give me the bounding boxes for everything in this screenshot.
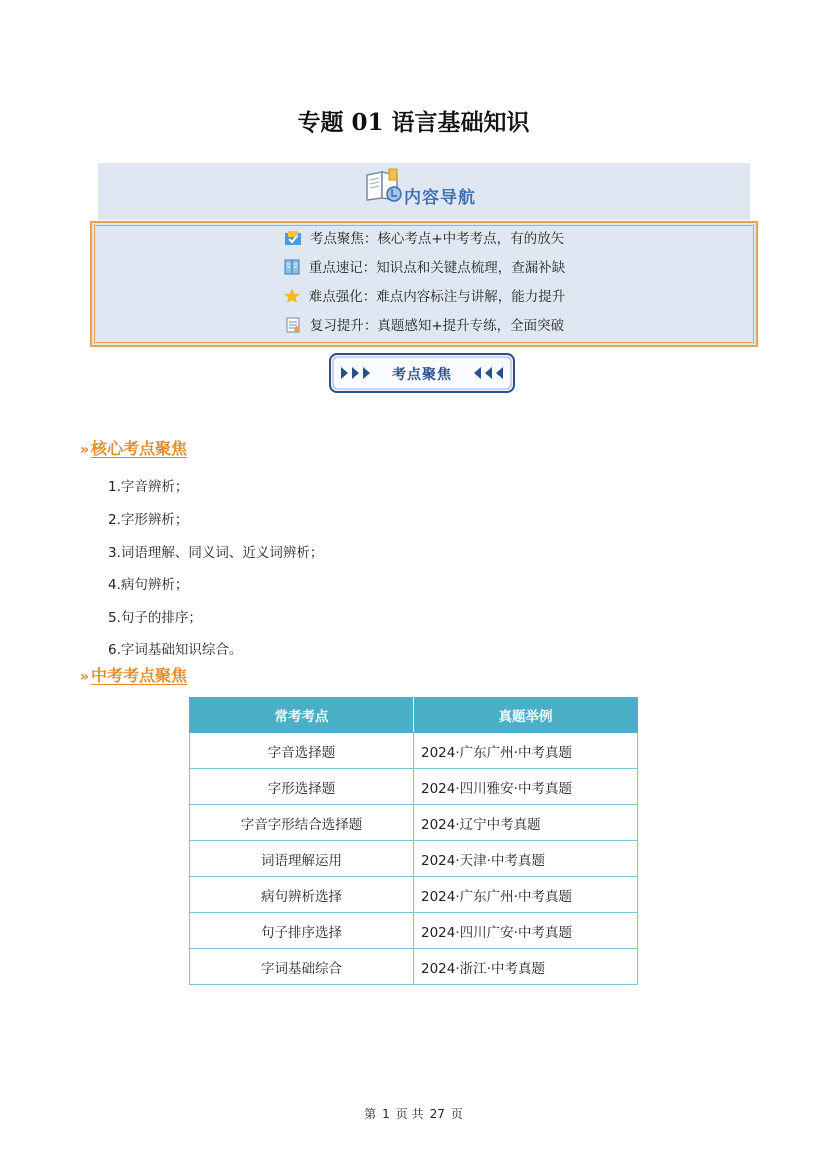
list-item: 3.词语理解、同义词、近义词辨析； bbox=[108, 545, 324, 561]
nav-item-text: 复习提升：真题感知+提升专练，全面突破 bbox=[309, 318, 565, 334]
table-row bbox=[190, 949, 638, 985]
book-check-icon bbox=[284, 230, 302, 246]
column-header: 真题举例 bbox=[414, 698, 638, 733]
star-icon bbox=[283, 288, 301, 304]
exam-point-cell: 字词基础综合 bbox=[190, 949, 414, 985]
exam-example-cell: 2024·辽宁中考真题 bbox=[414, 805, 638, 841]
column-header: 常考考点 bbox=[190, 698, 414, 733]
table-row bbox=[190, 913, 638, 949]
table-row bbox=[190, 733, 638, 769]
content-nav-list bbox=[90, 221, 758, 347]
table-header-row bbox=[190, 698, 638, 733]
nav-item-review bbox=[92, 314, 756, 334]
nav-item-difficulty bbox=[92, 285, 756, 305]
exam-point-cell: 字音字形结合选择题 bbox=[190, 805, 414, 841]
content-nav-header bbox=[98, 163, 750, 220]
section-heading-exam: » 中考考点聚焦 bbox=[80, 666, 188, 685]
exam-example-cell: 2024·广东广州·中考真题 bbox=[414, 877, 638, 913]
exam-example-cell: 2024·浙江·中考真题 bbox=[414, 949, 638, 985]
exam-example-cell: 2024·广东广州·中考真题 bbox=[414, 733, 638, 769]
double-chevron-icon: » bbox=[80, 669, 90, 685]
current-page-number: 1 bbox=[382, 1107, 390, 1121]
nav-item-focus bbox=[92, 227, 756, 247]
table-row bbox=[190, 877, 638, 913]
exam-point-cell: 词语理解运用 bbox=[190, 841, 414, 877]
list-item: 5.句子的排序； bbox=[108, 610, 202, 626]
total-page-count: 27 bbox=[429, 1107, 445, 1121]
nav-item-text: 重点速记：知识点和关键点梳理，查漏补缺 bbox=[308, 260, 566, 276]
list-item: 6.字词基础知识综合。 bbox=[108, 642, 243, 658]
exam-points-table bbox=[189, 697, 638, 985]
notebook-icon bbox=[283, 259, 301, 275]
exam-example-cell: 2024·天津·中考真题 bbox=[414, 841, 638, 877]
page-footer: 第 1 页 共 27 页 bbox=[364, 1107, 463, 1121]
nav-item-text: 难点强化：难点内容标注与讲解，能力提升 bbox=[308, 289, 566, 305]
exam-point-cell: 句子排序选择 bbox=[190, 913, 414, 949]
exam-example-cell: 2024·四川雅安·中考真题 bbox=[414, 769, 638, 805]
nav-item-text: 考点聚焦：核心考点+中考考点，有的放矢 bbox=[309, 231, 565, 247]
list-item: 2.字形辨析； bbox=[108, 512, 189, 528]
nav-item-memo bbox=[92, 256, 756, 276]
exam-point-cell: 字形选择题 bbox=[190, 769, 414, 805]
open-book-icon bbox=[364, 167, 404, 203]
double-chevron-icon: » bbox=[80, 442, 90, 458]
table-row bbox=[190, 805, 638, 841]
exam-example-cell: 2024·四川广安·中考真题 bbox=[414, 913, 638, 949]
section-heading-core: » 核心考点聚焦 bbox=[80, 439, 188, 458]
section-banner bbox=[329, 353, 515, 393]
list-item: 1.字音辨析； bbox=[108, 479, 189, 495]
banner-label: 考点聚焦 bbox=[392, 367, 452, 383]
document-icon bbox=[284, 317, 302, 333]
content-nav-title: 内容导航 bbox=[404, 188, 476, 208]
page-title: 专题 01 语言基础知识 bbox=[297, 109, 530, 136]
list-item: 4.病句辨析； bbox=[108, 577, 189, 593]
exam-point-cell: 病句辨析选择 bbox=[190, 877, 414, 913]
table-row bbox=[190, 769, 638, 805]
table-row bbox=[190, 841, 638, 877]
exam-point-cell: 字音选择题 bbox=[190, 733, 414, 769]
